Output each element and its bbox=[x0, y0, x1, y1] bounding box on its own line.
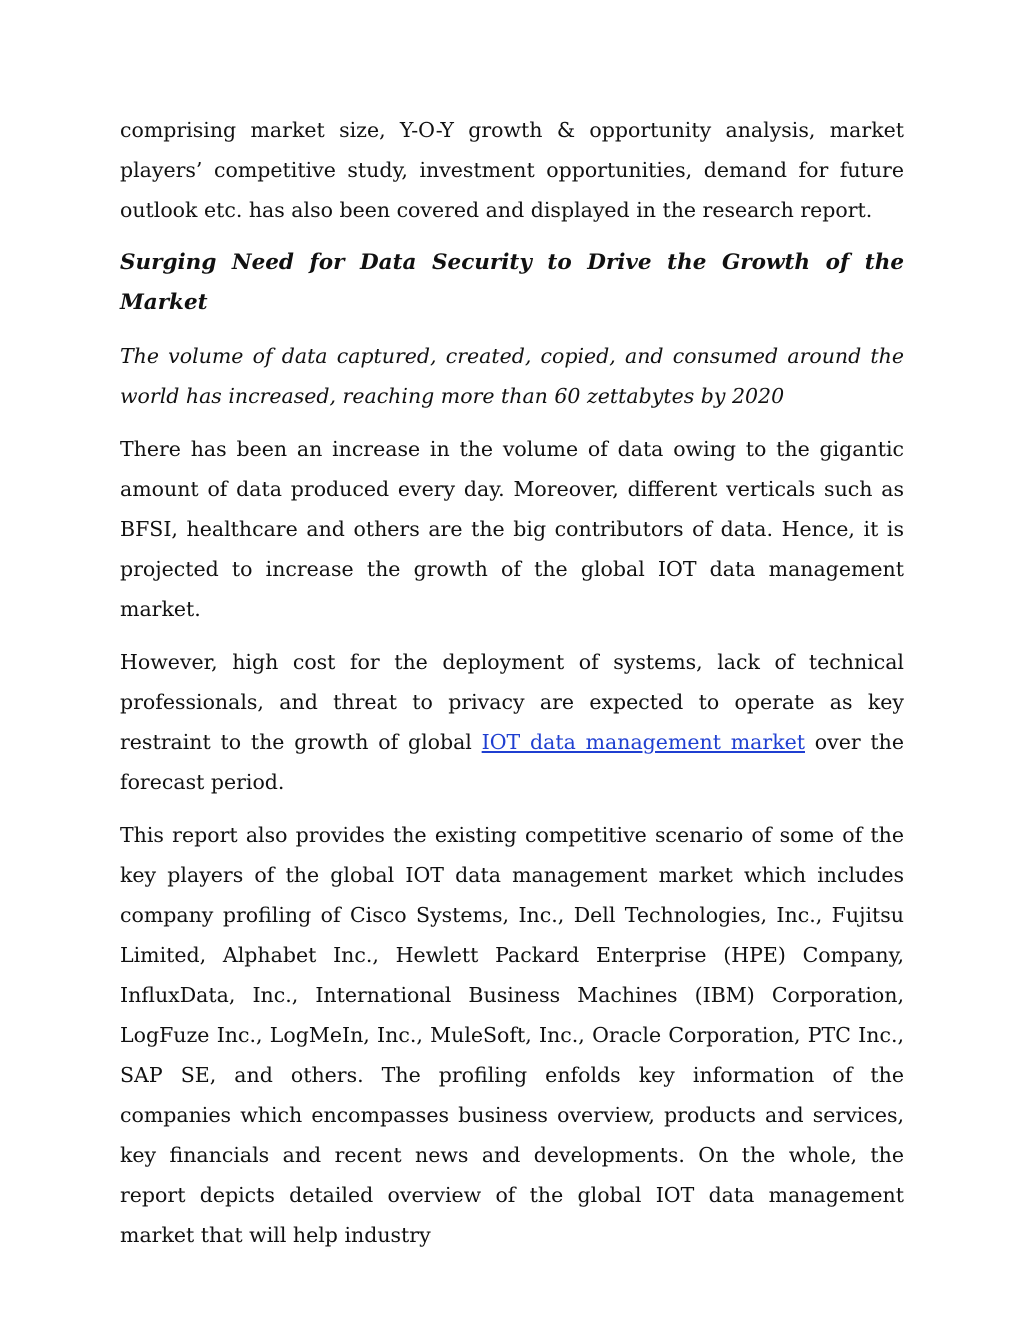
restraints-text-after: over the forecast period. bbox=[120, 730, 904, 794]
iot-market-link[interactable]: IOT data management market bbox=[481, 730, 805, 754]
intro-paragraph: comprising market size, Y-O-Y growth & opportunity analysis, market players’ competitive study, investment opportunities, demand for future outlook etc. has also been covered and displayed in the research report. bbox=[120, 118, 904, 222]
data-growth-paragraph: There has been an increase in the volume of data owing to the gigantic amount of data produced every day. Moreover, different verticals such as BFSI, healthcare and others are the big contributors of data. Hence, it is projected to increase the growth of the global IOT data management market. bbox=[120, 437, 904, 621]
data-volume-quote: The volume of data captured, created, copied, and consumed around the world has increased, reaching more than 60 zettabytes by 2020 bbox=[120, 344, 904, 408]
competitive-scenario-paragraph: This report also provides the existing competitive scenario of some of the key players of the global IOT data management market which includes company profiling of Cisco Systems, Inc., Dell Technologies, Inc., Fujitsu Limited, Alphabet Inc., Hewlett Packard Enterprise (HPE) Company, InfluxData, Inc., International Business Machines (IBM) Corporation, LogFuze Inc., LogMeIn, Inc., MuleSoft, Inc., Oracle Corporation, PTC Inc., SAP SE, and others. The profiling enfolds key information of the companies which encompasses business overview, products and services, key financials and recent news and developments. On the whole, the report depicts detailed overview of the global IOT data management market that will help industry bbox=[120, 823, 904, 1247]
restraints-paragraph bbox=[120, 642, 904, 802]
document-page bbox=[120, 110, 904, 1268]
restraints-text-before: However, high cost for the deployment of systems, lack of technical professionals, and threat to privacy are expected to operate as key restraint to the growth of global bbox=[120, 650, 904, 754]
section-heading: Surging Need for Data Security to Drive the Growth of the Market bbox=[120, 250, 904, 315]
